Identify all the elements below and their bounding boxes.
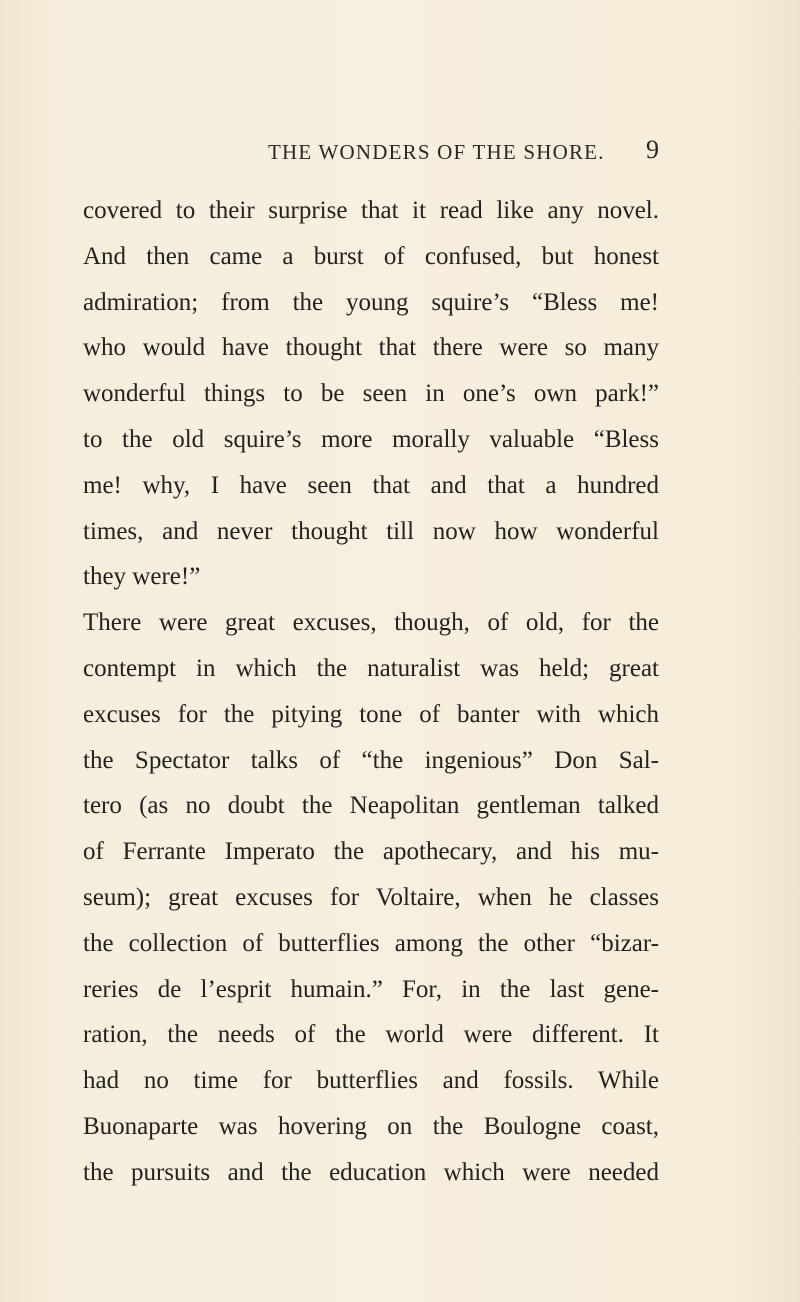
text-line: the pursuits and the education which were needed xyxy=(83,1158,659,1186)
text-line: had no time for butterflies and fossils. While xyxy=(83,1067,659,1095)
body-text xyxy=(83,188,659,1196)
text-line: they were!” xyxy=(83,563,201,591)
text-line: wonderful things to be seen in one’s own park!” xyxy=(83,380,659,408)
text-line: the collection of butterflies among the other “bizar- xyxy=(83,929,659,957)
text-line: covered to their surprise that it read like any novel. xyxy=(83,197,659,224)
text-line: ration, the needs of the world were different. It xyxy=(83,1021,659,1049)
text-line: who would have thought that there were so many xyxy=(83,334,659,362)
text-line: And then came a burst of confused, but honest xyxy=(83,242,659,270)
text-line: seum); great excuses for Voltaire, when he classes xyxy=(83,883,659,911)
text-line: reries de l’esprit humain.” For, in the last gene- xyxy=(83,975,659,1003)
text-line: Buonaparte was hovering on the Boulogne coast, xyxy=(83,1112,659,1140)
text-line: to the old squire’s more morally valuable “Bless xyxy=(83,425,659,453)
text-line: me! why, I have seen that and that a hundred xyxy=(83,471,659,499)
text-line: admiration; from the young squire’s “Bless me! xyxy=(83,288,659,316)
page-number: 9 xyxy=(646,135,659,164)
text-line: There were great excuses, though, of old, for the xyxy=(83,609,659,637)
text-line: the Spectator talks of “the ingenious” Don Sal- xyxy=(83,746,659,774)
running-head: THE WONDERS OF THE SHORE. xyxy=(268,140,605,164)
text-line: tero (as no doubt the Neapolitan gentleman talked xyxy=(83,792,659,820)
text-line: of Ferrante Imperato the apothecary, and his mu- xyxy=(83,838,659,866)
text-line: contempt in which the naturalist was held; great xyxy=(83,654,659,682)
text-line: times, and never thought till now how wonderful xyxy=(83,517,659,545)
text-line: excuses for the pitying tone of banter with which xyxy=(83,700,659,728)
